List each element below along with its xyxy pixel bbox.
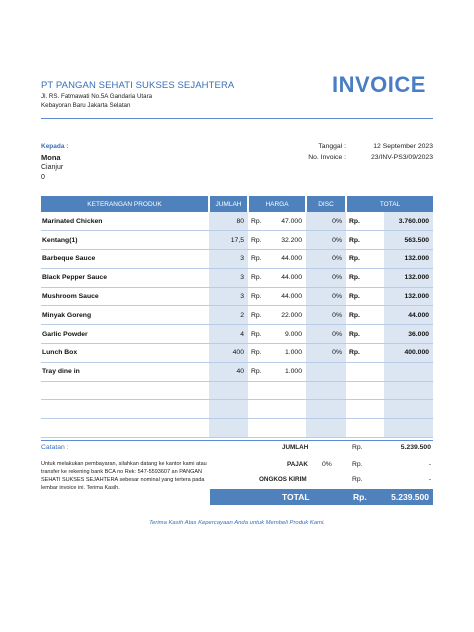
item-discount: 0% (306, 231, 346, 250)
item-total (384, 419, 433, 438)
table-row (41, 287, 433, 306)
col-header-total: TOTAL (346, 196, 433, 212)
company-address-line1: Jl. RS. Fatmawati No.5A Gandaria Utara (41, 93, 153, 100)
company-name: PT PANGAN SEHATI SUKSES SEJAHTERA (41, 80, 235, 91)
item-discount: 0% (306, 344, 346, 363)
col-header-price: HARGA (248, 196, 306, 212)
item-quantity: 400 (209, 344, 248, 363)
item-price: 44.000 (271, 268, 306, 287)
recipient-label: Kepada : (41, 143, 69, 150)
date-label: Tanggal : (318, 143, 346, 150)
item-total: 36.000 (384, 325, 433, 344)
table-row (41, 400, 433, 419)
item-quantity (209, 400, 248, 419)
recipient-name: Mona (41, 153, 61, 162)
item-quantity: 4 (209, 325, 248, 344)
date-value: 12 September 2023 (373, 143, 433, 150)
item-price: 1.000 (271, 362, 306, 381)
item-description: Kentang(1) (41, 231, 209, 250)
grand-total-currency: Rp. (353, 492, 367, 502)
item-total: 3.760.000 (384, 212, 433, 231)
item-discount: 0% (306, 250, 346, 269)
item-quantity (209, 419, 248, 438)
item-quantity: 3 (209, 250, 248, 269)
table-row (41, 212, 433, 231)
col-header-quantity: JUMLAH (209, 196, 248, 212)
item-total: 44.000 (384, 306, 433, 325)
item-description: Black Pepper Sauce (41, 268, 209, 287)
notes-text: Untuk melakukan pembayaran, silahkan datang ke kantor kami atau transfer ke rekening bank BCA no Rek: 547-5593607 an PANGAN SEHATI SUKSES SEJAHTERA sebesar nominal yang tertera pada lembar invoice ini. Terima Kasih. (41, 461, 207, 491)
item-price (271, 381, 306, 400)
subtotal-value: 5.239.500 (400, 444, 431, 451)
item-quantity (209, 381, 248, 400)
item-price-currency: Rp. (248, 325, 271, 344)
item-description: Barbeque Sauce (41, 250, 209, 269)
item-price-currency: Rp. (248, 268, 271, 287)
col-header-discount: DISC (306, 196, 346, 212)
item-price-currency: Rp. (248, 250, 271, 269)
item-price-currency (248, 419, 271, 438)
item-total: 132.000 (384, 250, 433, 269)
item-total-currency: Rp. (346, 287, 384, 306)
item-total-currency: Rp. (346, 344, 384, 363)
table-row (41, 268, 433, 287)
item-discount: 0% (306, 268, 346, 287)
item-total-currency (346, 362, 384, 381)
item-price-currency: Rp. (248, 212, 271, 231)
item-total: 563.500 (384, 231, 433, 250)
item-price: 44.000 (271, 287, 306, 306)
item-price-currency: Rp. (248, 344, 271, 363)
item-quantity: 17,5 (209, 231, 248, 250)
item-description: Minyak Goreng (41, 306, 209, 325)
item-quantity: 2 (209, 306, 248, 325)
item-discount: 0% (306, 306, 346, 325)
item-description: Marinated Chicken (41, 212, 209, 231)
item-description (41, 400, 209, 419)
item-description: Lunch Box (41, 344, 209, 363)
table-header-row (41, 196, 433, 212)
item-price: 9.000 (271, 325, 306, 344)
tax-label: PAJAK (287, 461, 308, 468)
item-quantity: 40 (209, 362, 248, 381)
notes-label: Catatan : (41, 444, 69, 451)
item-total-currency: Rp. (346, 212, 384, 231)
grand-total-value: 5.239.500 (391, 492, 429, 502)
item-total-currency (346, 400, 384, 419)
item-price: 32.200 (271, 231, 306, 250)
table-row (41, 306, 433, 325)
table-row (41, 250, 433, 269)
tax-currency: Rp. (352, 461, 363, 468)
item-description (41, 419, 209, 438)
item-price-currency (248, 381, 271, 400)
tax-percent: 0% (322, 461, 332, 468)
item-total (384, 381, 433, 400)
grand-total-bar (210, 489, 433, 505)
item-price-currency: Rp. (248, 306, 271, 325)
recipient-extra: 0 (41, 174, 45, 181)
item-total-currency: Rp. (346, 250, 384, 269)
shipping-currency: Rp. (352, 476, 363, 483)
item-discount (306, 400, 346, 419)
item-price (271, 419, 306, 438)
item-description: Mushroom Sauce (41, 287, 209, 306)
item-discount: 0% (306, 212, 346, 231)
table-row (41, 362, 433, 381)
table-row (41, 344, 433, 363)
item-quantity: 80 (209, 212, 248, 231)
item-description: Tray dine in (41, 362, 209, 381)
item-total-currency: Rp. (346, 306, 384, 325)
recipient-city: Cianjur (41, 164, 64, 171)
item-total: 132.000 (384, 268, 433, 287)
grand-total-label: TOTAL (282, 492, 310, 502)
shipping-label: ONGKOS KIRIM (259, 476, 307, 483)
item-price-currency: Rp. (248, 231, 271, 250)
item-discount (306, 362, 346, 381)
shipping-value: - (428, 476, 431, 483)
item-price: 47.000 (271, 212, 306, 231)
item-total-currency: Rp. (346, 231, 384, 250)
thank-you-message: Terima Kasih Atas Kepercayaan Anda untuk Membeli Produk Kami. (149, 520, 325, 526)
item-price-currency (248, 400, 271, 419)
item-total (384, 400, 433, 419)
item-description: Garlic Powder (41, 325, 209, 344)
item-price: 22.000 (271, 306, 306, 325)
invoice-title: INVOICE (332, 72, 426, 97)
item-price-currency: Rp. (248, 287, 271, 306)
item-total-currency: Rp. (346, 268, 384, 287)
item-total: 400.000 (384, 344, 433, 363)
subtotal-currency: Rp. (352, 444, 363, 451)
item-total (384, 362, 433, 381)
item-price: 1.000 (271, 344, 306, 363)
item-total: 132.000 (384, 287, 433, 306)
summary-divider (41, 440, 433, 441)
invoice-number-label: No. Invoice : (308, 154, 346, 161)
table-row (41, 325, 433, 344)
item-quantity: 3 (209, 268, 248, 287)
item-discount (306, 419, 346, 438)
table-row (41, 231, 433, 250)
table-row (41, 381, 433, 400)
item-price: 44.000 (271, 250, 306, 269)
item-quantity: 3 (209, 287, 248, 306)
item-discount: 0% (306, 287, 346, 306)
table-row (41, 419, 433, 438)
item-discount: 0% (306, 325, 346, 344)
invoice-items-table (41, 196, 433, 438)
item-discount (306, 381, 346, 400)
item-price (271, 400, 306, 419)
company-address-line2: Kebayoran Baru Jakarta Selatan (41, 102, 131, 109)
subtotal-label: JUMLAH (282, 444, 309, 451)
item-total-currency (346, 381, 384, 400)
invoice-number-value: 23/INV-PS3/09/2023 (371, 154, 433, 161)
header-divider (41, 118, 433, 119)
item-price-currency: Rp. (248, 362, 271, 381)
item-total-currency: Rp. (346, 325, 384, 344)
item-description (41, 381, 209, 400)
item-total-currency (346, 419, 384, 438)
tax-value: - (428, 461, 431, 468)
col-header-description: KETERANGAN PRODUK (41, 196, 209, 212)
